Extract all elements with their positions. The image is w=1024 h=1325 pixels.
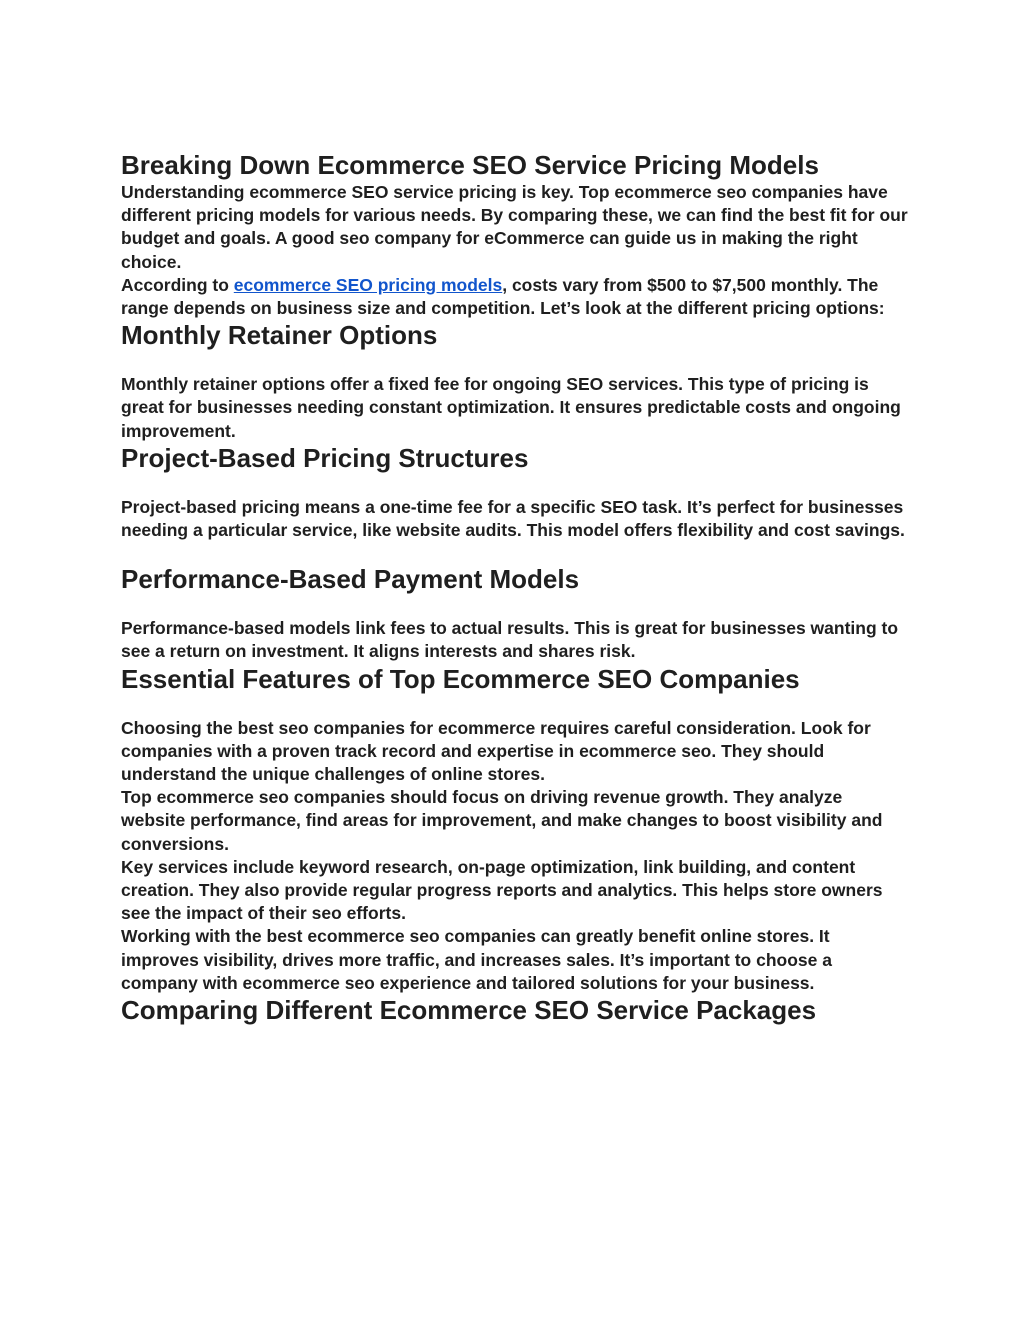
- section-heading-essential-features: Essential Features of Top Ecommerce SEO Companies: [121, 663, 800, 694]
- paragraph-text: According to: [121, 274, 234, 295]
- paragraph-pricing-range: [121, 274, 911, 320]
- spacer: [121, 542, 911, 564]
- document-page: [121, 150, 911, 1026]
- spacer: [121, 695, 911, 717]
- paragraph-revenue-growth: Top ecommerce seo companies should focus on driving revenue growth. They analyze website performance, find areas for improvement, and make changes to boost visibility and conversions.: [121, 787, 883, 854]
- section-heading-performance-based: Performance-Based Payment Models: [121, 564, 580, 595]
- section-heading-project-based: Project-Based Pricing Structures: [121, 442, 529, 473]
- spacer: [121, 351, 911, 373]
- section-heading-monthly-retainer: Monthly Retainer Options: [121, 320, 438, 351]
- pricing-models-link[interactable]: ecommerce SEO pricing models: [233, 274, 503, 295]
- spacer: [121, 595, 911, 617]
- paragraph-benefits: Working with the best ecommerce seo companies can greatly benefit online stores. It improves visibility, drives more traffic, and increases sales. It’s important to choose a company with ecommerce seo experience and tailored solutions for your business.: [121, 926, 832, 993]
- paragraph-text: , costs vary from $500 to $7,500 monthly. The range depends on business size and competition. Let’s look at the different pricing options:: [121, 274, 885, 319]
- paragraph-key-services: Key services include keyword research, on-page optimization, link building, and content creation. They also provide regular progress reports and analytics. This helps store owners see the impact of their seo efforts.: [121, 856, 883, 924]
- paragraph-project-based: Project-based pricing means a one-time fee for a specific SEO task. It’s perfect for businesses needing a particular service, like website audits. This model offers flexibility and cost savings.: [121, 496, 905, 541]
- section-heading-comparing-packages: Comparing Different Ecommerce SEO Service Packages: [121, 995, 817, 1026]
- paragraph-choosing-companies: Choosing the best seo companies for ecommerce requires careful consideration. Look for companies with a proven track record and expertise in ecommerce seo. They should understand the unique challenges of online stores.: [121, 717, 871, 785]
- section-heading-pricing-models: Breaking Down Ecommerce SEO Service Pricing Models: [121, 150, 819, 180]
- paragraph-monthly-retainer: Monthly retainer options offer a fixed fee for ongoing SEO services. This type of pricing is great for businesses needing constant optimization. It ensures predictable costs and ongoing improvement.: [121, 374, 901, 441]
- paragraph-pricing-intro: Understanding ecommerce SEO service pricing is key. Top ecommerce seo companies have different pricing models for various needs. By comparing these, we can find the best fit for our budget and goals. A good seo company for eCommerce can guide us in making the right choice.: [121, 182, 908, 272]
- spacer: [121, 474, 911, 496]
- paragraph-performance-based: Performance-based models link fees to actual results. This is great for businesses wanting to see a return on investment. It aligns interests and shares risk.: [121, 618, 899, 662]
